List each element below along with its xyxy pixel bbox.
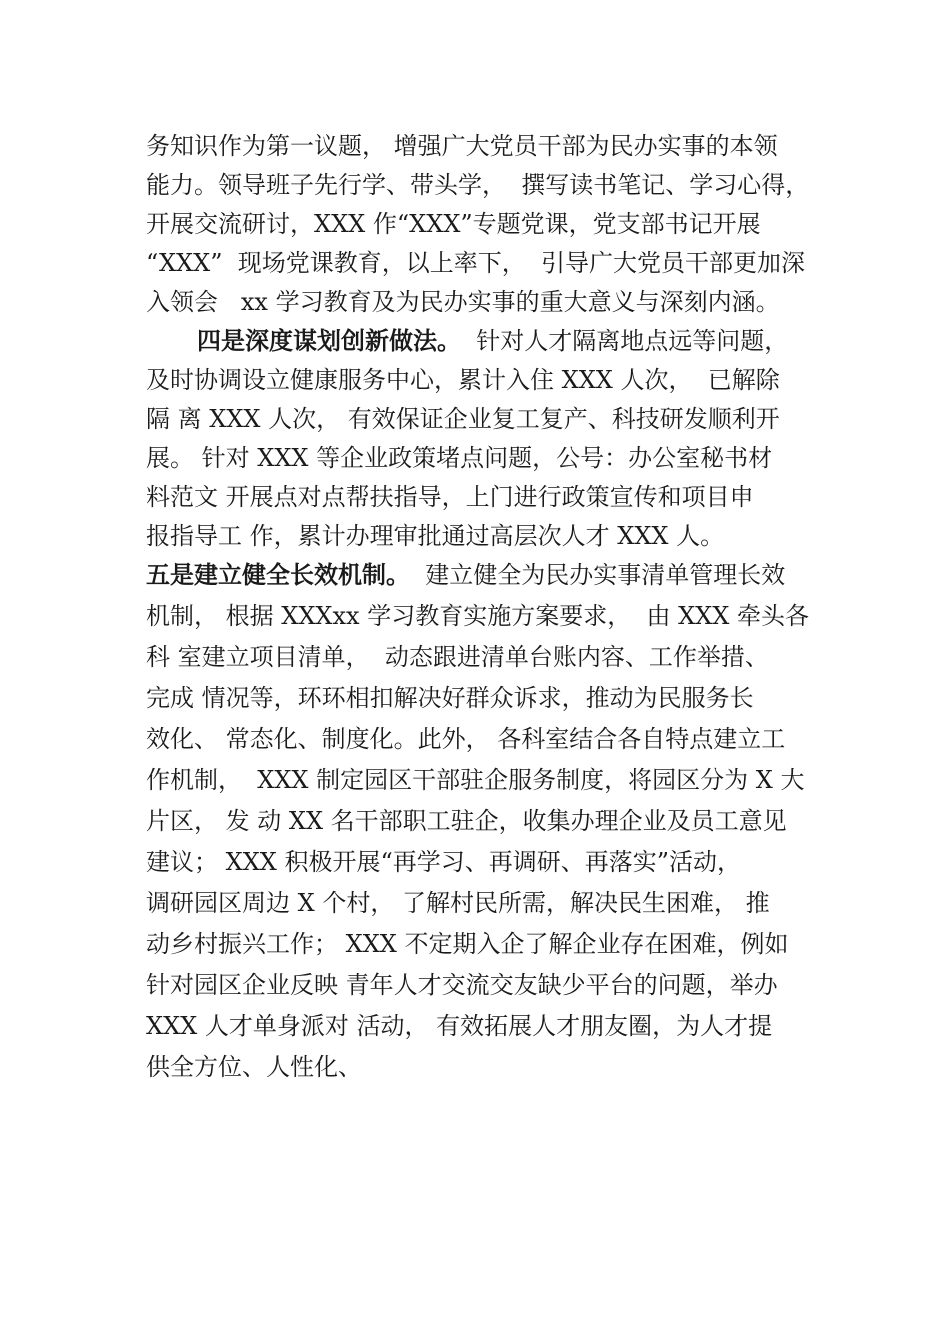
text-line-2: 能力。领导班子先行学、带头学， 撰写读书笔记、学习心得， <box>146 171 810 199</box>
text-line-8: 隔 离 XXX 人次， 有效保证企业复工复产、科技研发顺利开 <box>146 405 780 433</box>
section-heading-4: 四是深度谋划创新做法。 <box>197 326 461 355</box>
text-line-20: 调研园区周边 X 个村， 了解村民所需，解决民生困难， 推 <box>146 889 770 917</box>
text-line-9: 展。 针对 XXX 等企业政策堵点问题，公号：办公室秘书材 <box>146 444 773 472</box>
text-line-23: XXX 人才单身派对 活动， 有效拓展人才朋友圈，为人才提 <box>146 1012 773 1040</box>
text-line-4: “XXX” 现场党课教育，以上率下， 引导广大党员干部更加深 <box>146 249 805 277</box>
text-line-21: 动乡村振兴工作； XXX 不定期入企了解企业存在困难，例如 <box>146 930 789 958</box>
text-line-11: 报指导工 作，累计办理审批通过高层次人才 XXX 人。 <box>146 522 725 550</box>
text-line-19: 建议； XXX 积极开展“再学习、再调研、再落实”活动， <box>146 848 742 876</box>
paragraph-5-line-1 <box>146 560 785 590</box>
text-line-15: 完成 情况等，环环相扣解决好群众诉求，推动为民服务长 <box>146 684 754 712</box>
text-line-24: 供全方位、人性化、 <box>146 1053 362 1081</box>
text-line-1: 务知识作为第一议题， 增强广大党员干部为民办实事的本领 <box>146 132 778 160</box>
text-line-18: 片区， 发 动 XX 名干部职工驻企，收集办理企业及员工意见 <box>146 807 787 835</box>
paragraph-4-text: 针对人才隔离地点远等问题， <box>461 327 789 355</box>
section-heading-5: 五是建立健全长效机制。 <box>146 560 410 589</box>
text-line-22: 针对园区企业反映 青年人才交流交友缺少平台的问题，举办 <box>146 971 778 999</box>
text-line-14: 科 室建立项目清单， 动态跟进清单台账内容、工作举措、 <box>146 643 769 671</box>
paragraph-5-text: 建立健全为民办实事清单管理长效 <box>410 561 786 589</box>
text-line-17: 作机制， XXX 制定园区干部驻企服务制度，将园区分为 X 大 <box>146 766 805 794</box>
text-line-16: 效化、 常态化、制度化。此外， 各科室结合各自特点建立工 <box>146 725 786 753</box>
text-line-7: 及时协调设立健康服务中心，累计入住 XXX 人次， 已解除 <box>146 366 780 394</box>
text-line-5: 入领会 xx 学习教育及为民办实事的重大意义与深刻内涵。 <box>146 288 780 316</box>
text-line-10: 料范文 开展点对点帮扶指导，上门进行政策宣传和项目申 <box>146 483 754 511</box>
text-line-13: 机制， 根据 XXXxx 学习教育实施方案要求， 由 XXX 牵头各 <box>146 602 809 630</box>
paragraph-4-line-1 <box>197 326 788 356</box>
text-line-3: 开展交流研讨，XXX 作“XXX”专题党课，党支部书记开展 <box>146 210 761 238</box>
